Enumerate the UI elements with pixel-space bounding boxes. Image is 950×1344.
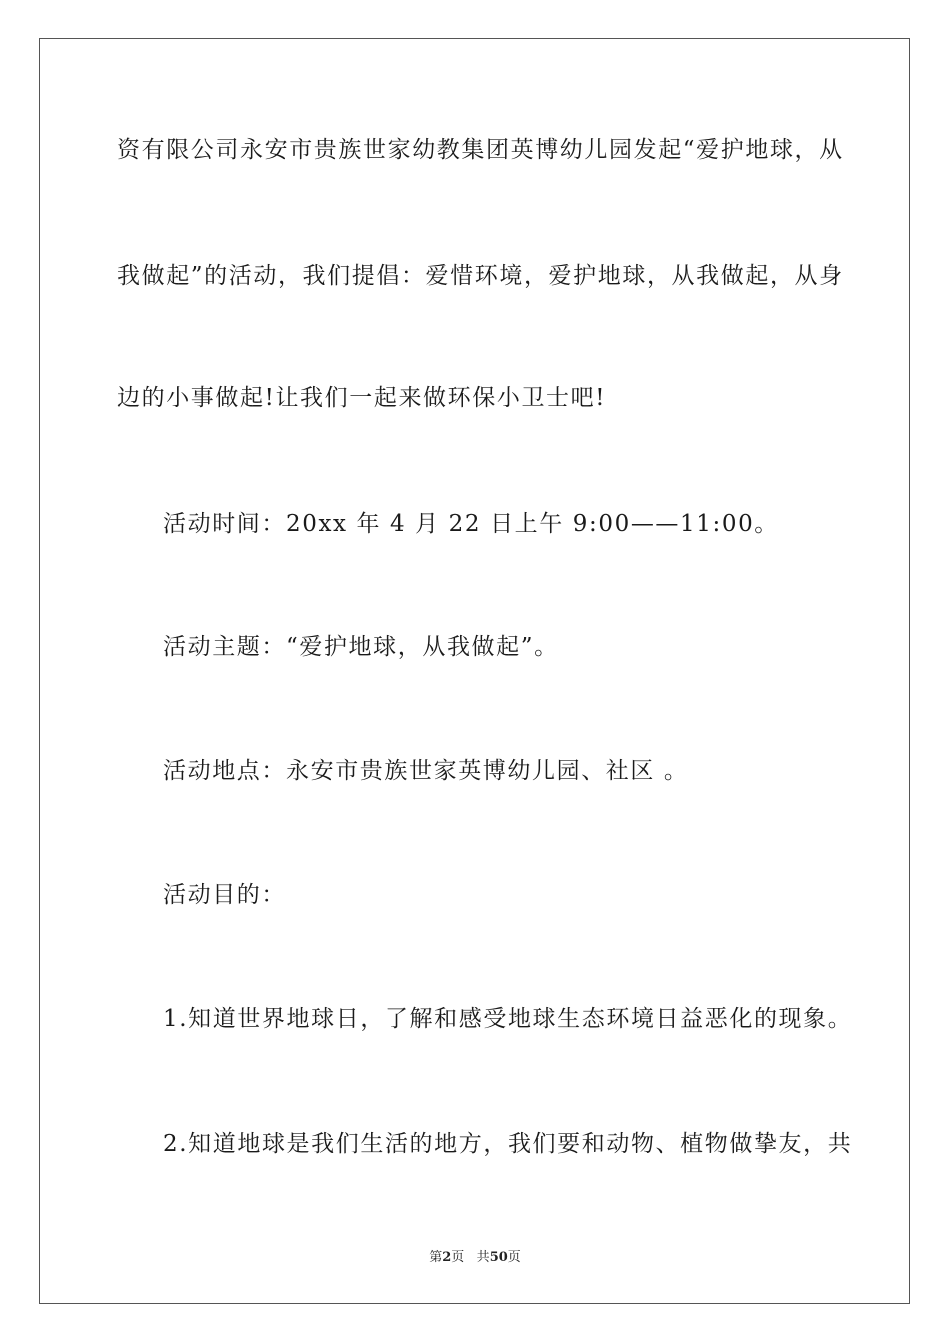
page-suffix: 页 xyxy=(451,1250,465,1265)
page-footer xyxy=(0,1249,950,1267)
page-prefix: 第 xyxy=(429,1250,443,1265)
activity-time-line: 活动时间：20xx 年 4 月 22 日上午 9:00——11:00。 xyxy=(163,511,779,537)
page-number: 2 xyxy=(442,1250,452,1265)
total-suffix: 页 xyxy=(507,1250,521,1265)
total-prefix: 共 xyxy=(476,1250,490,1265)
activity-theme-line: 活动主题：“爱护地球，从我做起”。 xyxy=(163,634,559,660)
page-border xyxy=(39,38,910,1304)
activity-location-line: 活动地点：永安市贵族世家英博幼儿园、社区 。 xyxy=(163,758,689,784)
total-pages: 50 xyxy=(489,1250,508,1265)
activity-purpose-heading: 活动目的： xyxy=(163,882,286,908)
body-line-2: 我做起”的活动，我们提倡：爱惜环境，爱护地球，从我做起，从身 xyxy=(117,263,844,289)
body-line-3: 边的小事做起!让我们一起来做环保小卫士吧! xyxy=(117,385,607,411)
purpose-item-1: 1.知道世界地球日，了解和感受地球生态环境日益恶化的现象。 xyxy=(163,1006,853,1032)
body-line-1: 资有限公司永安市贵族世家幼教集团英博幼儿园发起“爱护地球，从 xyxy=(117,137,844,163)
purpose-item-2: 2.知道地球是我们生活的地方，我们要和动物、植物做挚友，共 xyxy=(163,1131,853,1157)
